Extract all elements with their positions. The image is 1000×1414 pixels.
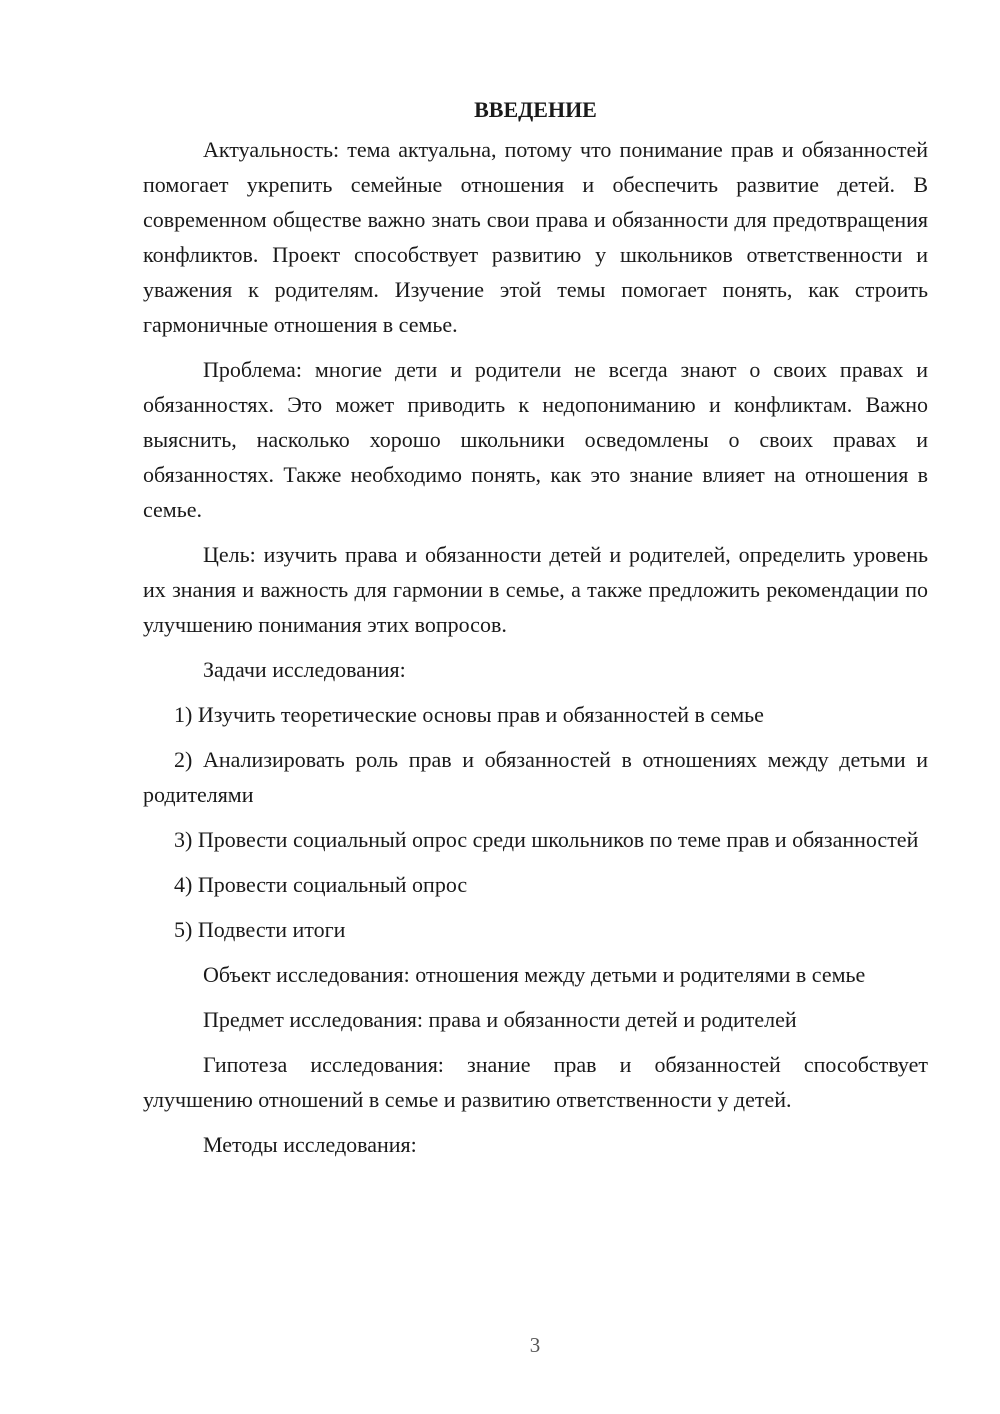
section-title: ВВЕДЕНИЕ [474, 97, 597, 122]
hypothesis-paragraph: Гипотеза исследования: знание прав и обязанностей способствует улучшению отношений в семье и развитию ответственности у детей. [143, 1052, 928, 1112]
relevance-paragraph: Актуальность: тема актуальна, потому что понимание прав и обязанностей помогает укрепить семейные отношения и обеспечить развитие детей. В современном обществе важно знать свои права и обязанности для предотвращения конфликтов. Проект способствует развитию у школьников ответственности и уважения к родителям. Изучение этой темы помогает понять, как строить гармоничные отношения в семье. [143, 137, 928, 337]
subject-paragraph: Предмет исследования: права и обязанности детей и родителей [203, 1007, 797, 1032]
methods-heading: Методы исследования: [203, 1132, 417, 1157]
page-number: 3 [529, 1333, 541, 1357]
task-item-5: 5) Подвести итоги [174, 917, 346, 942]
task-item-2: 2) Анализировать роль прав и обязанностей в отношениях между детьми и родителями [143, 747, 928, 807]
goal-paragraph: Цель: изучить права и обязанности детей и родителей, определить уровень их знания и важность для гармонии в семье, а также предложить рекомендации по улучшению понимания этих вопросов. [143, 542, 928, 637]
object-paragraph: Объект исследования: отношения между детьми и родителями в семье [203, 962, 866, 987]
problem-paragraph: Проблема: многие дети и родители не всегда знают о своих правах и обязанностях. Это может приводить к недопониманию и конфликтам. Важно выяснить, насколько хорошо школьники осведомлены о своих правах и обязанностях. Также необходимо понять, как это знание влияет на отношения в семье. [143, 357, 928, 522]
task-item-4: 4) Провести социальный опрос [174, 872, 468, 897]
document-page [143, 92, 928, 1172]
task-item-3: 3) Провести социальный опрос среди школьников по теме прав и обязанностей [174, 827, 919, 852]
tasks-heading: Задачи исследования: [203, 657, 406, 682]
task-item-1: 1) Изучить теоретические основы прав и обязанностей в семье [174, 702, 764, 727]
